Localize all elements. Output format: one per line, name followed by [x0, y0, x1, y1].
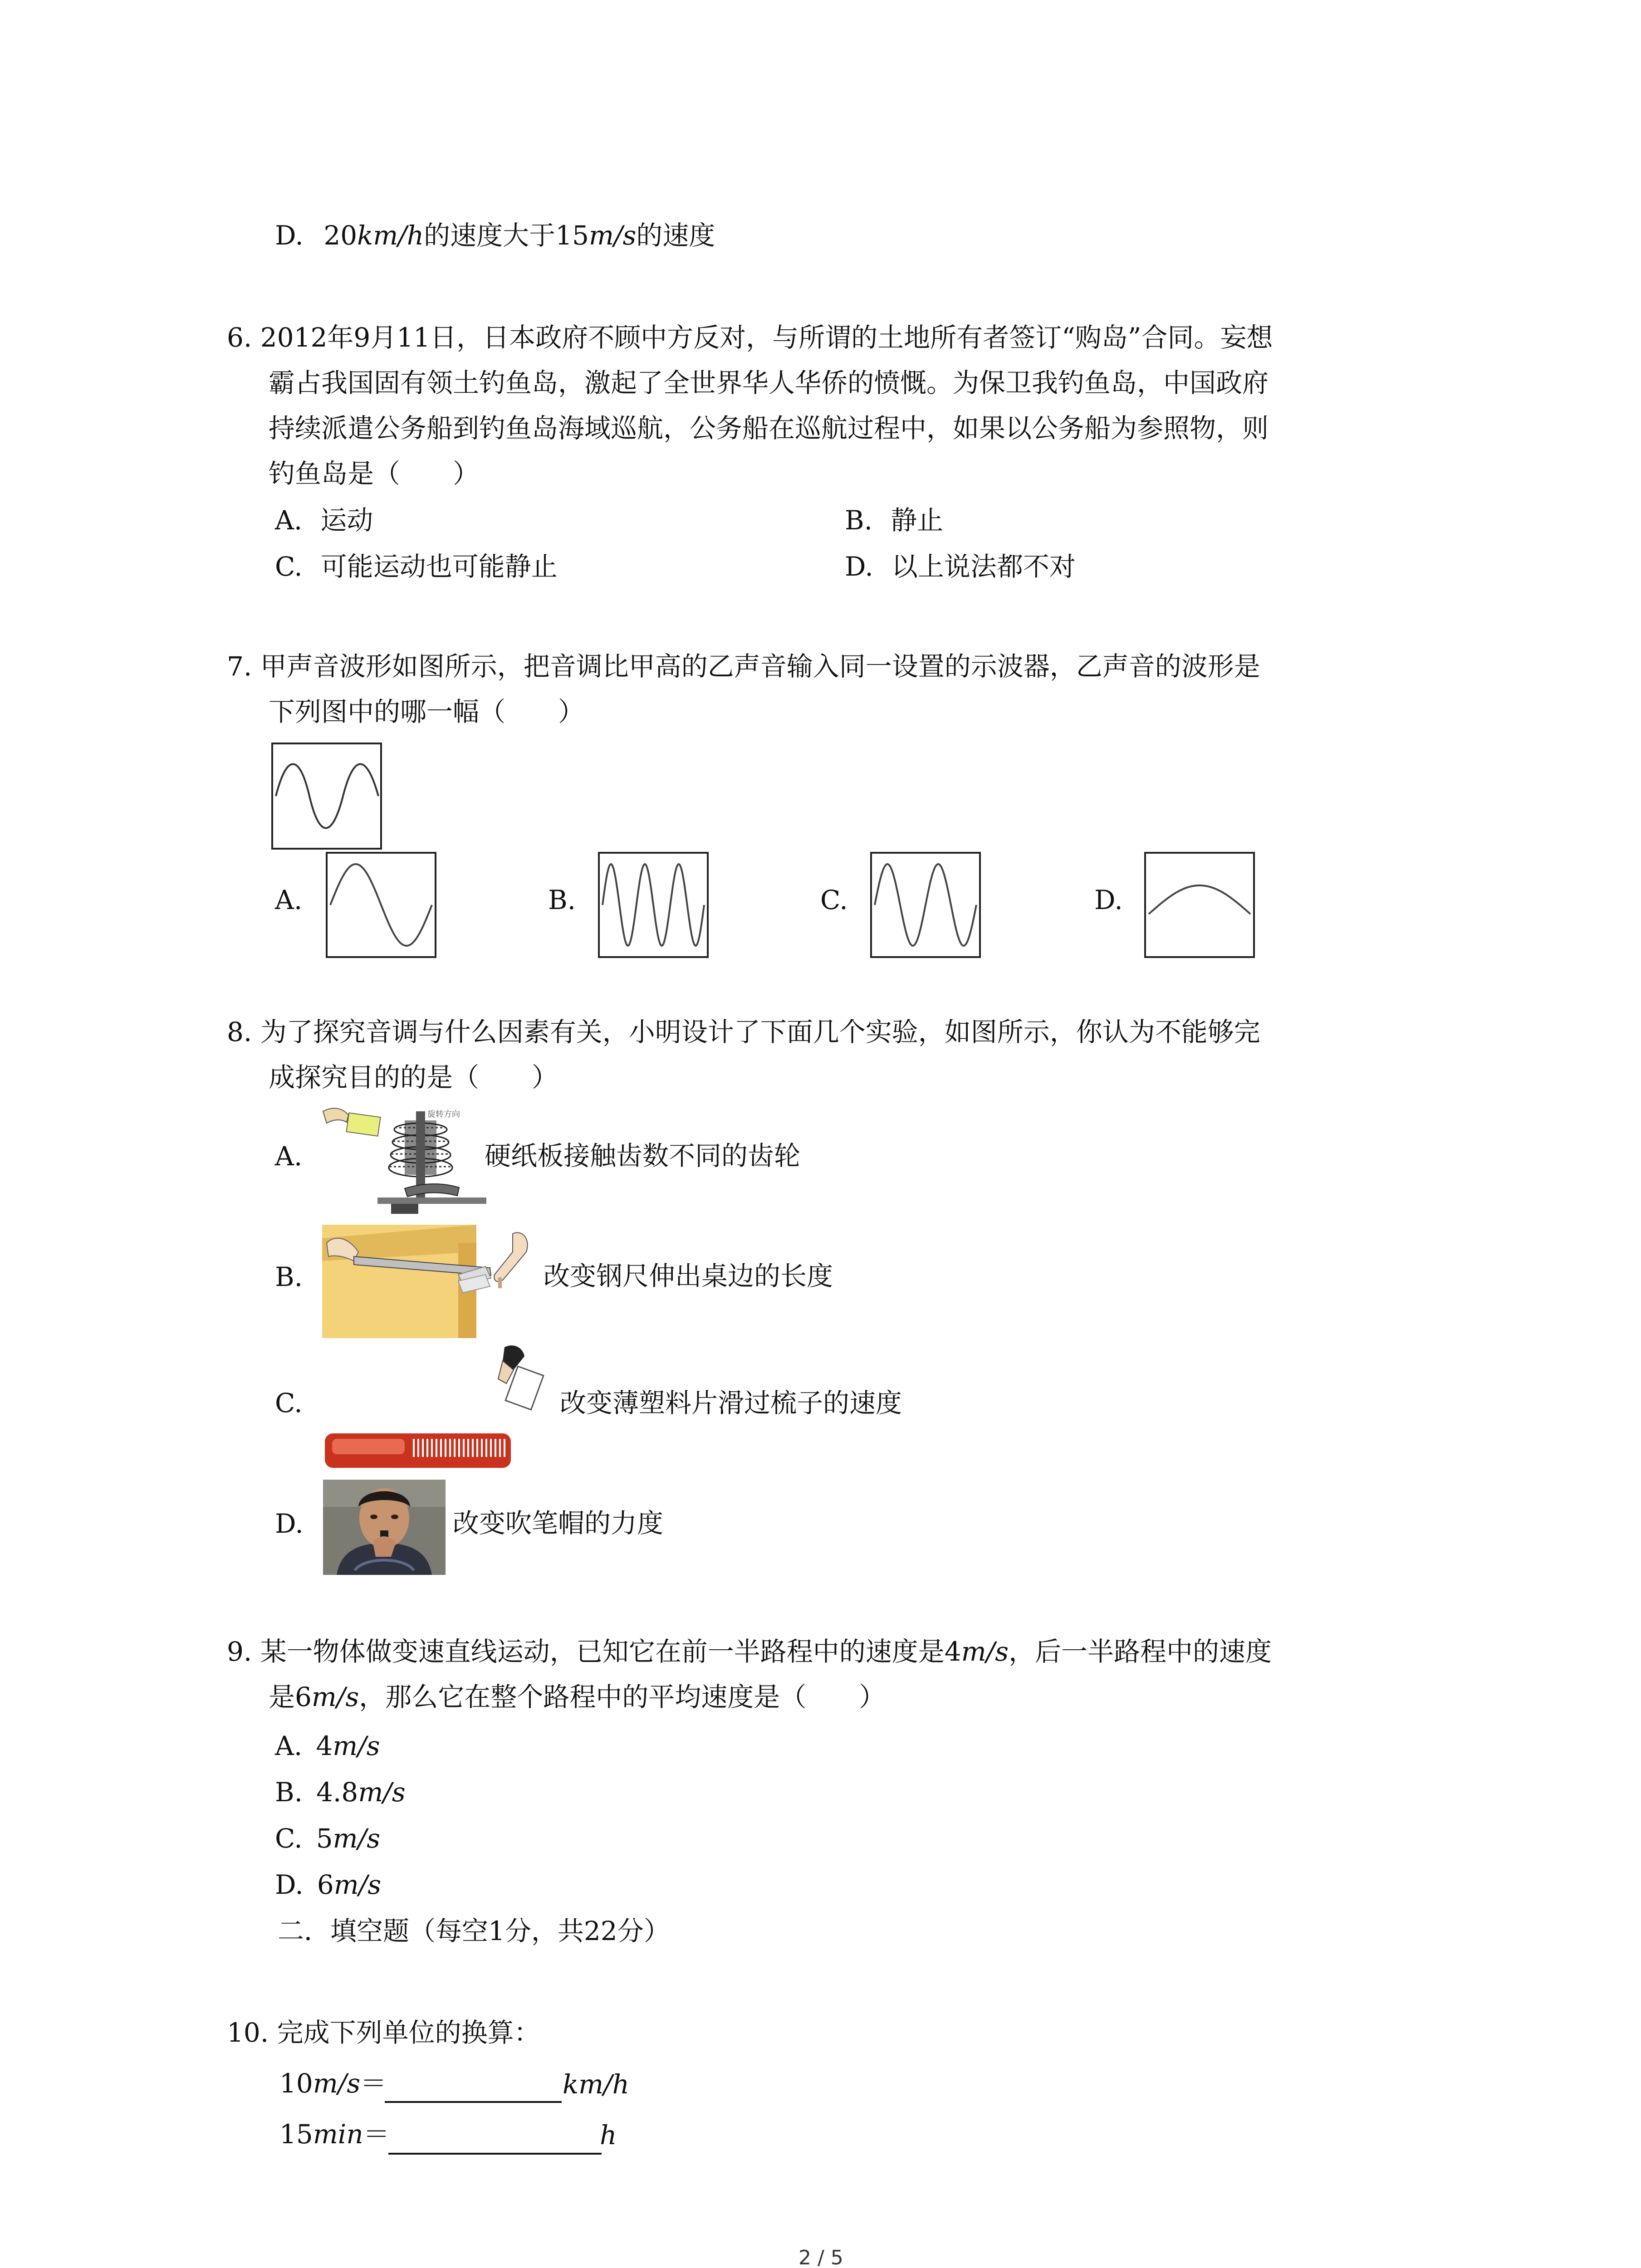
q8-option-b-text[interactable]: 改变钢尺伸出桌边的长度 [544, 1261, 833, 1291]
comb-illustration [323, 1343, 559, 1479]
q10-title: 10. 完成下列单位的换算： [227, 2017, 540, 2048]
q7-option-d[interactable] [1144, 852, 1255, 958]
option-value: 5 [316, 1823, 333, 1854]
option-letter: D. [275, 1869, 304, 1900]
option-letter: D. [275, 220, 304, 251]
option-letter: A. [275, 1730, 303, 1761]
q5-option-d [275, 222, 715, 249]
option-letter: B. [275, 1777, 303, 1808]
lhs-unit: m/s [313, 2068, 361, 2099]
option-c-waveform [872, 854, 979, 956]
equals-sign: ＝ [363, 2119, 390, 2150]
unit: m/s [333, 1730, 380, 1761]
q10-row-2-unit: h [600, 2120, 617, 2151]
q6-stem-line-2: 霸占我国固有领土钓鱼岛，激起了全世界华人华侨的愤慨。为保卫我钓鱼岛，中国政府 [269, 367, 1269, 398]
q6-stem-line-4: 钓鱼岛是（ ） [269, 458, 480, 489]
q9-stem-line-2 [269, 1681, 886, 1712]
equals-sign: ＝ [360, 2068, 387, 2099]
option-text: 以上说法都不对 [891, 551, 1076, 582]
reference-waveform [273, 744, 380, 848]
q7-option-a-letter: A. [275, 885, 303, 915]
page-number: 2 / 5 [798, 2246, 843, 2268]
option-letter: B. [845, 505, 873, 536]
q6-option-d[interactable] [845, 553, 1076, 580]
lhs-unit: min [313, 2119, 363, 2150]
q8-option-a-text[interactable]: 硬纸板接触齿数不同的齿轮 [485, 1140, 801, 1171]
lhs-number: 15 [279, 2119, 313, 2150]
q8-option-d-text[interactable]: 改变吹笔帽的力度 [453, 1508, 664, 1539]
option-letter: C. [275, 551, 303, 582]
q9-option-a[interactable] [275, 1730, 380, 1761]
q10-row-1-unit: km/h [563, 2069, 630, 2100]
q6-option-b[interactable] [845, 505, 944, 536]
option-value: 6 [317, 1869, 334, 1900]
q6-stem-line-1: 6. 2012年9月11日，日本政府不顾中方反对，与所谓的土地所有者签订“购岛”合同。妄想 [227, 322, 1273, 353]
option-text: 静止 [891, 505, 944, 536]
q10-row-1 [279, 2070, 387, 2097]
lhs-number: 10 [279, 2068, 313, 2099]
q8-stem-line-2: 成探究目的的是（ ） [269, 1062, 558, 1093]
unit: m/s [311, 1681, 359, 1712]
section-title: 二．填空题（每空1分，共22分） [278, 1916, 670, 1946]
q7-option-c-letter: C. [820, 885, 848, 915]
reference-waveform-box [271, 743, 382, 850]
stem-text: 是6 [269, 1681, 312, 1712]
unit: m/s [358, 1777, 406, 1808]
stem-text: ，后一半路程中的速度 [1009, 1636, 1272, 1667]
option-text: 的速度 [636, 220, 715, 251]
q7-stem-line-2: 下列图中的哪一幅（ ） [269, 696, 585, 727]
q9-option-b[interactable] [275, 1777, 406, 1808]
q9-option-c[interactable] [275, 1825, 380, 1852]
gear-wheels-illustration [323, 1102, 486, 1216]
option-letter: C. [275, 1823, 303, 1854]
q8-option-b-letter: B. [275, 1261, 303, 1292]
q10-blank-1[interactable] [385, 2101, 562, 2103]
option-text: 运动 [320, 505, 373, 536]
unit: m/s [961, 1636, 1009, 1667]
unit: km/h [357, 220, 424, 251]
option-value: 4 [316, 1730, 333, 1761]
unit: m/s [588, 220, 637, 251]
q6-option-a[interactable] [275, 505, 373, 536]
unit: m/s [333, 1823, 380, 1854]
stem-text: ，那么它在整个路程中的平均速度是（ ） [359, 1681, 886, 1712]
q8-option-d-letter: D. [275, 1508, 304, 1539]
q7-option-c[interactable] [870, 852, 981, 958]
option-d-waveform [1146, 854, 1253, 956]
ruler-on-table-illustration [322, 1225, 544, 1356]
option-letter: D. [845, 551, 873, 582]
q9-stem-line-1 [227, 1638, 1272, 1665]
boy-blowing-pen-cap-photo [323, 1480, 446, 1575]
q7-option-b[interactable] [598, 852, 709, 958]
rotation-direction-caption: 旋转方向 [427, 1110, 460, 1119]
stem-text: 9. 某一物体做变速直线运动，已知它在前一半路程中的速度是4 [227, 1636, 961, 1667]
q7-option-a[interactable] [326, 852, 436, 958]
q10-row-2 [279, 2119, 390, 2150]
q10-blank-2[interactable] [388, 2153, 602, 2155]
q6-stem-line-3: 持续派遣公务船到钓鱼岛海域巡航，公务船在巡航过程中，如果以公务船为参照物，则 [269, 413, 1269, 444]
q6-option-c[interactable] [275, 553, 558, 580]
option-text: 的速度大于15 [424, 220, 589, 251]
q8-option-a-letter: A. [275, 1141, 303, 1172]
q7-stem-line-1: 7. 甲声音波形如图所示，把音调比甲高的乙声音输入同一设置的示波器，乙声音的波形是 [227, 651, 1260, 682]
option-value: 4.8 [316, 1777, 358, 1808]
q9-option-d[interactable] [275, 1869, 382, 1900]
unit: m/s [333, 1869, 382, 1900]
option-text: 可能运动也可能静止 [320, 551, 558, 582]
q8-option-c-letter: C. [275, 1388, 303, 1418]
option-a-waveform [328, 854, 435, 956]
q7-option-b-letter: B. [548, 885, 576, 915]
q8-option-c-text[interactable]: 改变薄塑料片滑过梳子的速度 [560, 1388, 902, 1418]
option-b-waveform [600, 854, 707, 956]
q8-stem-line-1: 8. 为了探究音调与什么因素有关，小明设计了下面几个实验，如图所示，你认为不能够完 [227, 1017, 1260, 1047]
option-letter: A. [275, 505, 303, 536]
option-text: 20 [323, 220, 358, 251]
q7-option-d-letter: D. [1094, 885, 1123, 915]
